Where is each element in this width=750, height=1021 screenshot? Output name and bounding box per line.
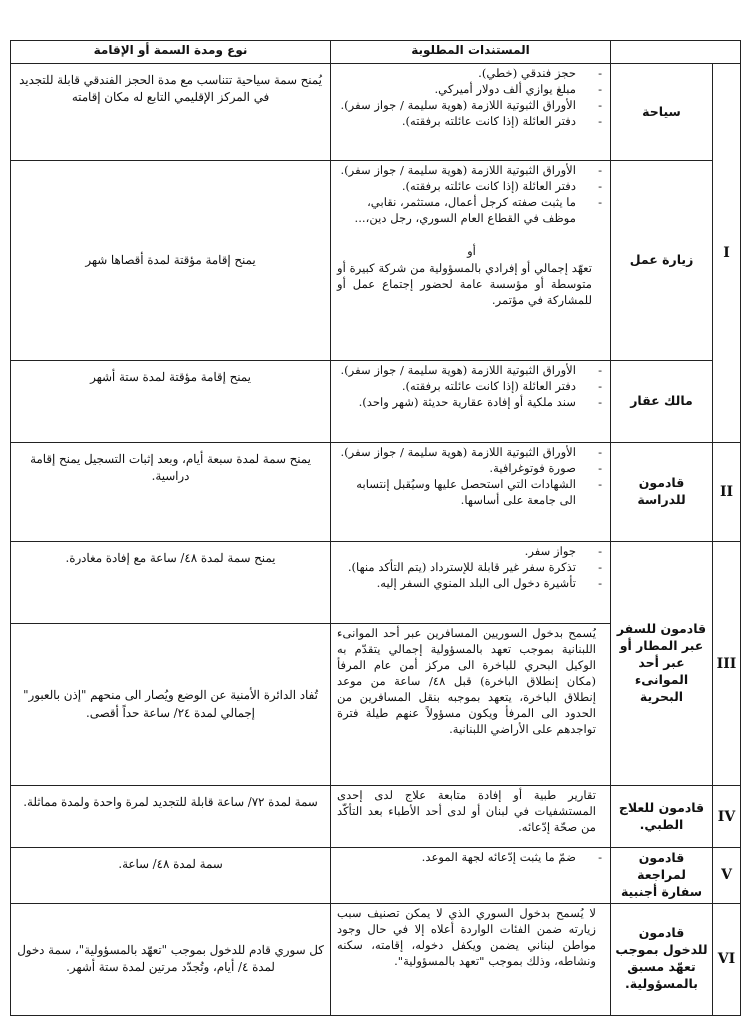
category-business-visit: زيارة عمل <box>611 161 713 361</box>
table-row <box>11 542 741 624</box>
required-documents: يُسمح بدخول السوريين المسافرين عبر أحد الموانىء اللبنانية بموجب تعهد بالمسؤولية إجمالي يتقدّم به الوكيل البحري للباخرة الى مركز أمن عام المرفأ (مكان إنطلاق الباخرة) قبل ٤٨/ ساعة من موعد إنطلاق الباخرة، يتعهد بموجبه بنقل المسافرين من الحدود الى المرفأ ويكون مسؤولاً عنهم طيلة فترة تواجدهم على الأراضي اللبنانية. <box>331 624 611 786</box>
list-item: - الشهادات التي استحصل عليها وسيُقبل إنتسابه الى جامعة على أساسها. <box>337 477 606 509</box>
roman-numeral: I <box>713 64 741 443</box>
list-item: - الأوراق الثبوتية اللازمة (هوية سليمة / جواز سفر). <box>337 163 606 179</box>
table-row <box>11 64 741 161</box>
list-item: - سند ملكية أو إفادة عقارية حديثة (شهر واحد). <box>337 395 606 411</box>
table-row <box>11 786 741 848</box>
list-item: - دفتر العائلة (إذا كانت عائلته برفقته). <box>337 179 606 195</box>
category-travel: قادمون للسفر عبر المطار أو عبر أحد الموانىء البحرية <box>611 542 713 786</box>
visa-terms: سمة لمدة ٧٢/ ساعة قابلة للتجديد لمرة واحدة ولمدة مماثلة. <box>11 786 331 848</box>
list-item: - ما يثبت صفته كرجل أعمال، مستثمر، نقابي، موظف في القطاع العام السوري، رجل دين،... <box>337 195 606 227</box>
roman-numeral: VI <box>713 903 741 1015</box>
visa-terms: يمنح إقامة مؤقتة لمدة ستة أشهر <box>11 361 331 443</box>
category-tourism: سياحة <box>611 64 713 161</box>
roman-numeral: III <box>713 542 741 786</box>
visa-terms: يمنح سمة لمدة سبعة أيام، وبعد إثبات التسجيل يمنح إقامة دراسية. <box>11 443 331 542</box>
entry-requirements-document <box>10 40 740 1016</box>
table-row <box>11 361 741 443</box>
required-documents <box>331 848 611 904</box>
required-documents: تقارير طبية أو إفادة متابعة علاج لدى إحدى المستشفيات في لبنان أو لدى أحد الأطباء بعد التأكّد من صحّة إدّعائه. <box>331 786 611 848</box>
roman-numeral: II <box>713 443 741 542</box>
required-documents <box>331 443 611 542</box>
header-required-documents: المستندات المطلوبة <box>331 41 611 64</box>
category-undertaking: قادمون للدخول بموجب تعهّد مسبق بالمسؤولية. <box>611 903 713 1015</box>
category-embassy: قادمون لمراجعة سفارة أجنبية <box>611 848 713 904</box>
header-visa-type: نوع ومدة السمة أو الإقامة <box>11 41 331 64</box>
roman-numeral: IV <box>713 786 741 848</box>
visa-terms: يمنح سمة لمدة ٤٨/ ساعة مع إفادة مغادرة. <box>11 542 331 624</box>
table-row <box>11 443 741 542</box>
visa-terms: كل سوري قادم للدخول بموجب "تعهّد بالمسؤولية"، سمة دخول لمدة ٤/ أيام، وتُجدّد مرتين لمدة ستة أشهر. <box>11 903 331 1015</box>
list-item: - مبلغ يوازي ألف دولار أميركي. <box>337 82 606 98</box>
required-documents <box>331 542 611 624</box>
visa-terms: يمنح إقامة مؤقتة لمدة أقصاها شهر <box>11 161 331 361</box>
list-item: - ضمّ ما يثبت إدّعائه لجهة الموعد. <box>337 850 606 866</box>
list-item: - تذكرة سفر غير قابلة للإسترداد (يتم التأكد منها). <box>337 560 606 576</box>
required-documents <box>331 161 611 361</box>
list-item: - دفتر العائلة (إذا كانت عائلته برفقته). <box>337 379 606 395</box>
list-item: - دفتر العائلة (إذا كانت عائلته برفقته). <box>337 114 606 130</box>
required-documents: لا يُسمح بدخول السوري الذي لا يمكن تصنيف سبب زيارته ضمن الفئات الواردة أعلاه إلا في حال وجود مواطن لبناني يضمن ويكفل دخوله، إقامته، سكنه ونشاطه، وذلك بموجب "تعهد بالمسؤولية". <box>331 903 611 1015</box>
required-documents <box>331 361 611 443</box>
list-item: - صورة فوتوغرافية. <box>337 461 606 477</box>
table-row <box>11 161 741 361</box>
list-item: - جواز سفر. <box>337 544 606 560</box>
table-row <box>11 903 741 1015</box>
requirements-table <box>10 40 741 1016</box>
visa-terms: سمة لمدة ٤٨/ ساعة. <box>11 848 331 904</box>
list-item: - حجز فندقي (خطي). <box>337 66 606 82</box>
category-property-owner: مالك عقار <box>611 361 713 443</box>
list-item: - الأوراق الثبوتية اللازمة (هوية سليمة / جواز سفر). <box>337 98 606 114</box>
header-blank <box>611 41 741 64</box>
category-medical: قادمون للعلاج الطبي. <box>611 786 713 848</box>
required-documents <box>331 64 611 161</box>
business-undertaking-text: تعهّد إجمالي أو إفرادي بالمسؤولية من شركة كبيرة أو متوسطة أو مؤسسة عامة لحضور إجتماع عمل أو للمشاركة في مؤتمر. <box>337 261 592 308</box>
visa-terms: يُمنح سمة سياحية تتناسب مع مدة الحجز الفندقي قابلة للتجديد في المركز الإقليمي التابع له مكان إقامته <box>11 64 331 161</box>
category-study: قادمون للدراسة <box>611 443 713 542</box>
or-separator: أو <box>467 243 476 258</box>
list-item: - الأوراق الثبوتية اللازمة (هوية سليمة / جواز سفر). <box>337 445 606 461</box>
list-item: - تأشيرة دخول الى البلد المنوي السفر إليه. <box>337 576 606 592</box>
roman-numeral: V <box>713 848 741 904</box>
table-row <box>11 848 741 904</box>
visa-terms: تُفاد الدائرة الأمنية عن الوضع ويُصار الى منحهم "إذن بالعبور" إجمالي لمدة ٢٤/ ساعة حداً أقصى. <box>11 624 331 786</box>
list-item: - الأوراق الثبوتية اللازمة (هوية سليمة / جواز سفر). <box>337 363 606 379</box>
header-row <box>11 41 741 64</box>
